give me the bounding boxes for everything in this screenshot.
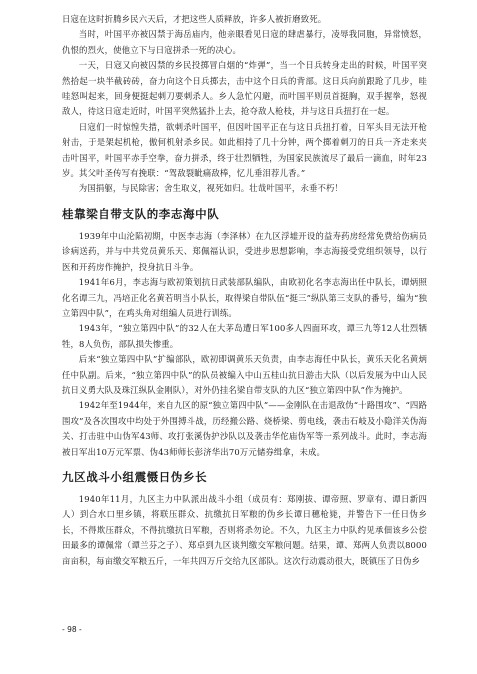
section-combat-group: [62, 492, 427, 569]
section-heading: 九区战斗小组震慑日伪乡长: [62, 469, 208, 484]
paragraph: 日寇在这时折腾乡民六天后，才把这些人质释放，许多人被折磨致死。: [62, 14, 327, 24]
paragraph: 当时，叶国平亦被囚禁于海岳庙内，他亲眼看见日寇的肆虐暴行，凌辱我同胞，异常愤怒，仇恨的烈火，使他立下与日寇拼杀一死的决心。: [62, 29, 427, 55]
paragraph: 1941年6月，李志海与欧初策划抗日武装部队编队，由欧初化名李志海出任中队长，谭炳照化名谭三九，冯培正化名黄若明当小队长，取得梁自带队伍“挺三”纵队第三支队的番号，编为“独立第四中队”，在鸡头角对组编人员进行训练。: [62, 277, 427, 318]
paragraph: 一天，日寇又向被囚禁的乡民投掷冒白烟的“炸弹”，当一个日兵转身走出的时候，叶国平突然拾起一块半截砖砖，奋力向这个日兵掷去，击中这个日兵的背部。这日兵向前跟跄了几步，哇哇怒叫起来，回身便挺起刺刀要刺杀人。乡人急忙闪避，而叶国平则员首挺胸，双手握拳，怒视敌人，待这日寇走近时，叶国平突然猛扑上去，抢夺敌人枪枝，并与这日兵扭打在一起。: [62, 60, 427, 117]
paragraph: 1939年中山沦陷初期，中医李志海（李泽林）在九区浮墟开设的益寿药房经常免费给伤病员诊病送药，并与中共党员黄乐天、郑佩福认识，受进步思想影响，李志海接受党组织领导，以行医和开药房作掩护，投身抗日斗争。: [62, 230, 427, 272]
section-li-zhihai: [62, 229, 427, 460]
paragraph: 为国捐躯，与民除害；舍生取义，视死如归。壮哉叶国平，永垂不朽！: [78, 183, 344, 194]
paragraph: 后来“独立第四中队”扩编部队，欧初即调黄乐天负责，由李志海任中队长，黄乐天化名黄炳任中队副。后来，“独立第四中队”的队员被编入中山五桂山抗日游击大队（以后发展为中山人民抗日义勇大队及珠江纵队金刚队），对外仍挂名梁自带支队的九区“独立第四中队”作为掩护。: [62, 354, 427, 395]
page-number: - 98 -: [62, 625, 82, 634]
paragraph: 1940年11月，九区主力中队派出战斗小组（成员有：郑刚拔、谭帝照、罗章有、谭日新四人）到合水口里乡镇，将联压群众、抗缴抗日军粮的伪乡长谭日穗枪毙，并警告下一任日伪乡长，不得欺压群众，不得抗缴抗日军粮，否则将杀勿论。不久，九区主力中队约见承佃该乡公偿田最多的谭佩常（谭兰芬之子）、郑卓到九区谈判缴交军粮问题。结果，谭、郑两人负责以8000亩亩积，每亩缴交军粮五斤，一年共四万斤交给九区部队。这次行动震动很大，既镇压了日伪乡: [62, 493, 427, 566]
section-heading: 桂靠梁自带支队的李志海中队: [62, 206, 220, 221]
paragraph: 1943年，“独立第四中队”的32人在大茅岛遭日军100多人四面环攻，谭三九等12人壮烈牺牲，8人负伤，部队损失惨重。: [62, 323, 427, 349]
paragraph: 1942年至1944年，来自九区的原“独立第四中队”——金刚队在击退敌伪“十路围攻”、“四路围攻”及各次围攻中均处于外围搏斗战，历经搬公路、烧桥梁、剪电线，袭击石岐及小隐洋关伪海关、打击驻中山伪军43师、攻打张溪伪护沙队以及袭击华佗庙伪军等一系列战斗。此时，李志海被日军出10万元军票、伪43师师长彭济华出70万元储券缉拿，未成。: [62, 400, 427, 457]
section-intro: [62, 12, 427, 197]
paragraph: 日寇们一时惊惶失措，欲刺杀叶国平，但因叶国平正在与这日兵扭打着，日军头目无法开枪射击，于是架起机枪，傲何机射杀乡民。如此相持了几十分钟，两个掷着刺刀的日兵一齐走来夹击叶国平，叶国平赤手空拳，奋力拼杀，终于壮烈牺牲，为国家民族流尽了最后一滴血，时年23岁。其父叶圣传写有挽联：“驾敌裂眦痛敌棒，忆儿垂泪荐儿香。”: [62, 121, 427, 179]
